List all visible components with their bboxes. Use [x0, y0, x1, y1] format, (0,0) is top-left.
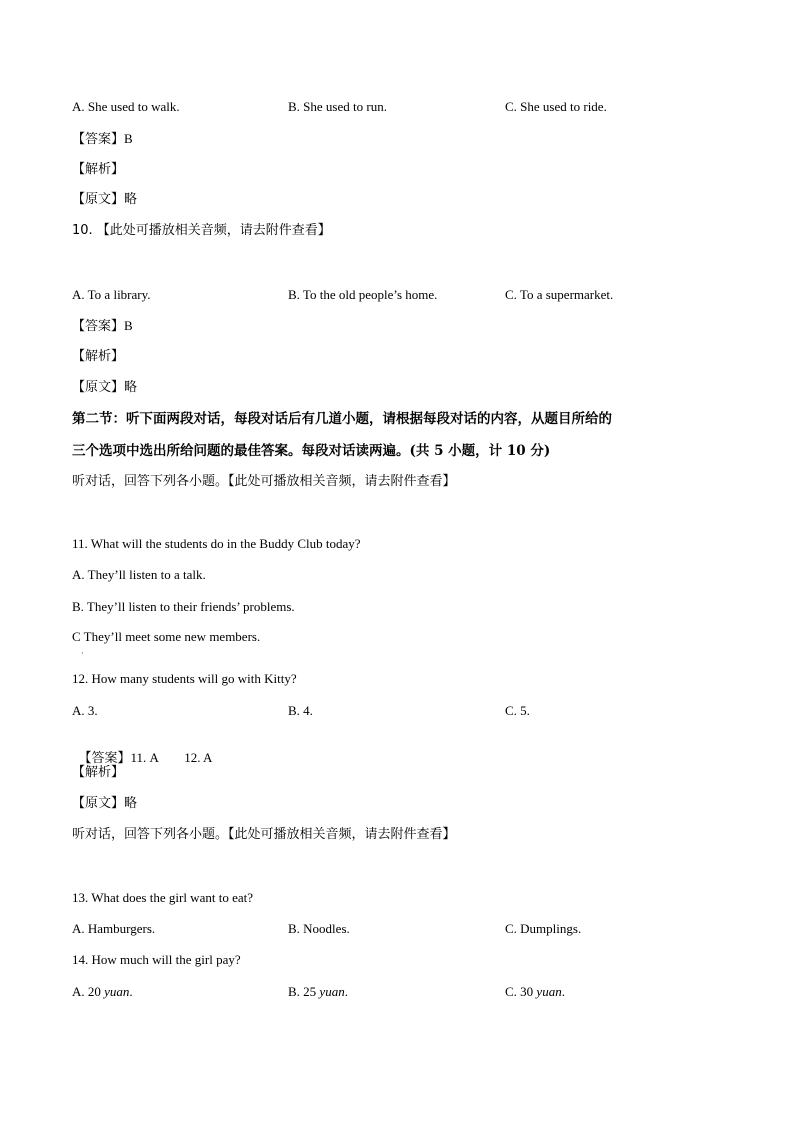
original-value: 略 [124, 796, 138, 811]
q11-question: 11. What will the students do in the Buddy Club today? [72, 536, 361, 551]
q14-option-c [505, 984, 565, 1000]
q10-prompt: 10. 【此处可播放相关音频，请去附件查看】 [72, 223, 331, 238]
q11-option-b: B. They’ll listen to their friends’ problems. [72, 599, 295, 614]
q10-option-c: C. To a supermarket. [505, 287, 614, 302]
option-number: A. 20 [72, 984, 105, 999]
q10-original [72, 380, 137, 396]
q9-analysis-label: 【解析】 [72, 162, 125, 177]
stray-dot: · [81, 649, 84, 658]
original-value: 略 [124, 380, 138, 395]
original-label: 【原文】 [72, 796, 125, 811]
q11-option-c: C They’ll meet some new members. [72, 629, 261, 644]
q12-question: 12. How many students will go with Kitty? [72, 671, 297, 686]
dialog1-intro: 听对话，回答下列各小题。【此处可播放相关音频，请去附件查看】 [72, 474, 456, 489]
original-label: 【原文】 [72, 380, 125, 395]
option-end: . [129, 984, 133, 999]
answer-label: 【答案】 [72, 132, 125, 147]
option-number: C. 30 [505, 984, 537, 999]
q13-option-b: B. Noodles. [288, 921, 350, 936]
q14-option-a [72, 984, 133, 1000]
dialog1-answer [72, 734, 212, 767]
option-unit: yuan [319, 984, 345, 999]
q10-option-b: B. To the old people’s home. [288, 287, 438, 302]
dialog2-intro: 听对话，回答下列各小题。【此处可播放相关音频，请去附件查看】 [72, 827, 456, 842]
original-value: 略 [124, 192, 138, 207]
q14-question: 14. How much will the girl pay? [72, 952, 241, 967]
dialog1-original [72, 796, 137, 812]
option-number: B. 25 [288, 984, 320, 999]
section2-heading-line1: 第二节：听下面两段对话，每段对话后有几道小题，请根据每段对话的内容，从题目所给的 [72, 411, 612, 427]
option-unit: yuan [536, 984, 562, 999]
q12-option-a: A. 3. [72, 703, 98, 718]
dialog1-analysis-label: 【解析】 [72, 765, 125, 780]
original-label: 【原文】 [72, 192, 125, 207]
option-end: . [561, 984, 565, 999]
answer-label: 【答案】 [72, 319, 125, 334]
q9-option-b: B. She used to run. [288, 99, 387, 114]
q14-option-b [288, 984, 348, 1000]
answer-value: B [124, 131, 133, 146]
q13-option-a: A. Hamburgers. [72, 921, 156, 936]
answer-value: 11. A 12. A [130, 750, 213, 765]
answer-value: B [124, 318, 133, 333]
option-unit: yuan [104, 984, 130, 999]
q12-option-b: B. 4. [288, 703, 313, 718]
q13-question: 13. What does the girl want to eat? [72, 890, 253, 905]
q13-option-c: C. Dumplings. [505, 921, 582, 936]
q11-option-a: A. They’ll listen to a talk. [72, 567, 206, 582]
q10-answer [72, 318, 133, 335]
q9-answer [72, 131, 133, 148]
section2-heading-line2: 三个选项中选出所给问题的最佳答案。每段对话读两遍。(共 5 小题，计 10 分) [72, 443, 551, 459]
q10-option-a: A. To a library. [72, 287, 151, 302]
q9-option-a: A. She used to walk. [72, 99, 180, 114]
q12-option-c: C. 5. [505, 703, 530, 718]
q10-analysis-label: 【解析】 [72, 349, 125, 364]
answer-label: 【答案】 [78, 751, 131, 766]
option-end: . [344, 984, 348, 999]
q9-original [72, 192, 137, 208]
q9-option-c: C. She used to ride. [505, 99, 607, 114]
